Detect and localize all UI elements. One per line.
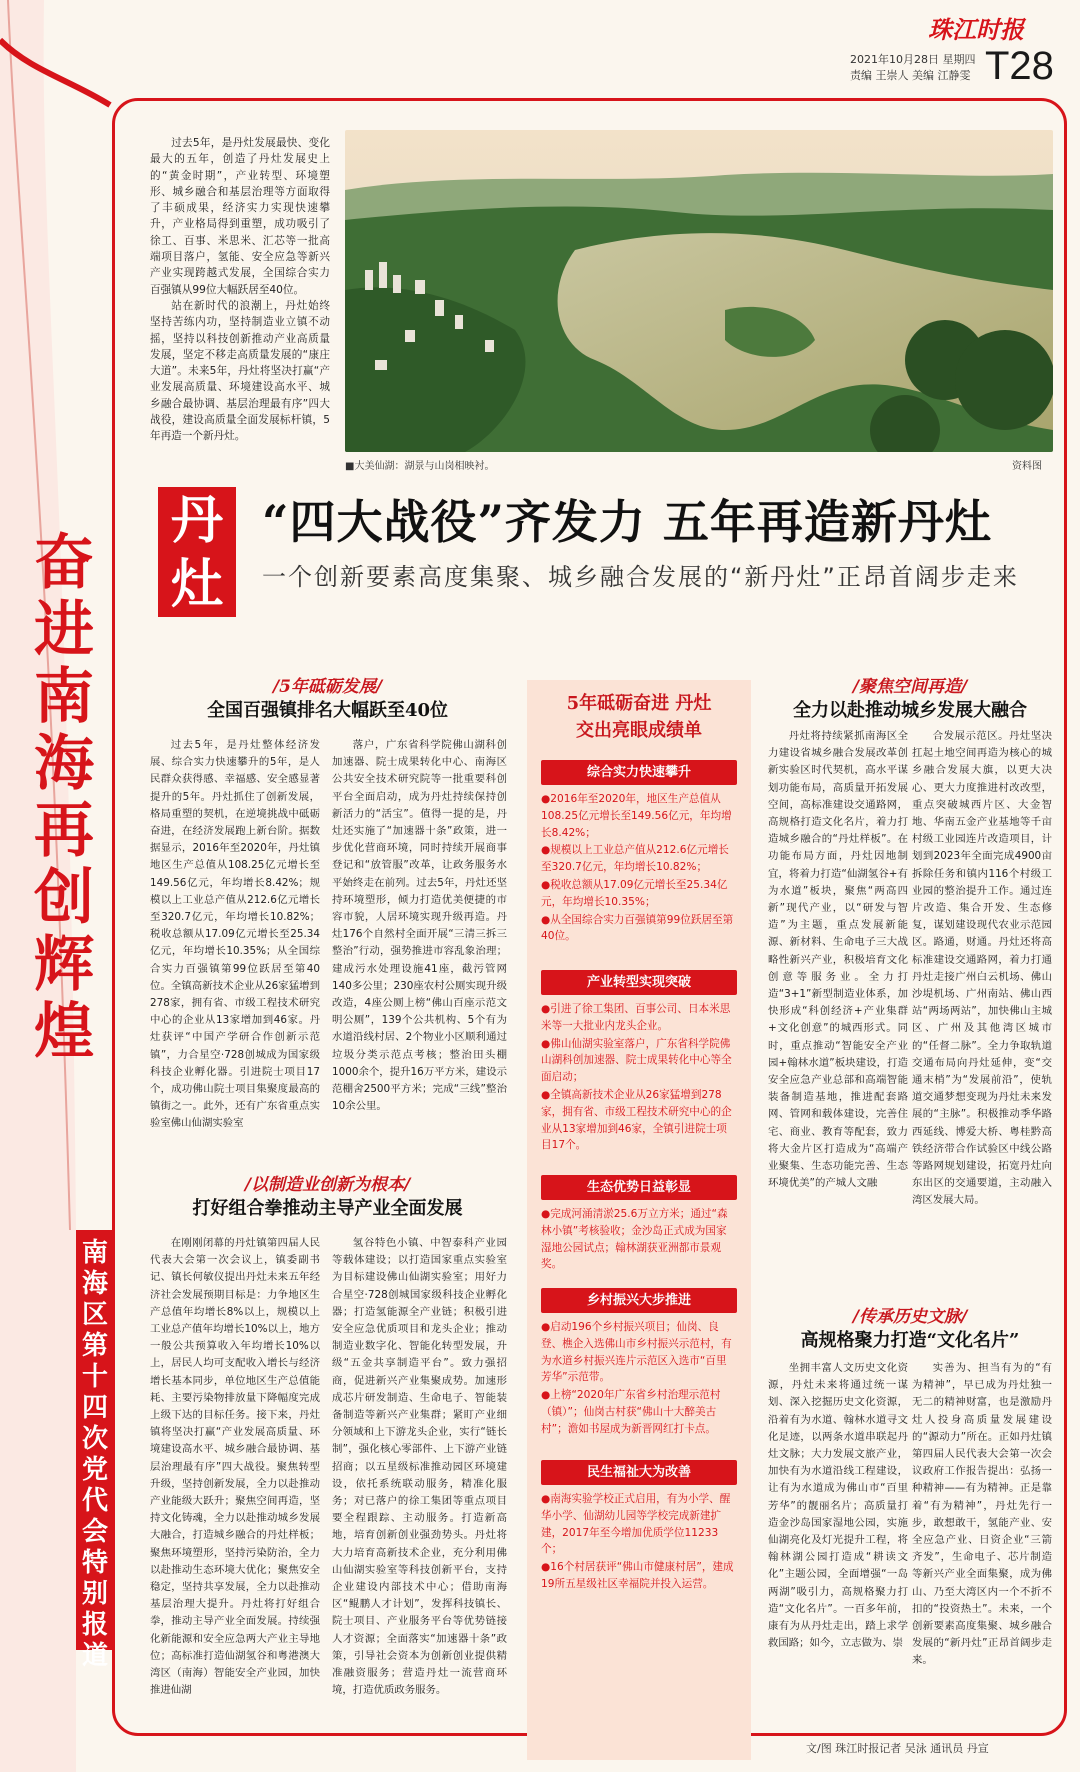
byline: 文/图 珠江时报记者 吴泳 通讯员 丹宣 xyxy=(806,1742,989,1755)
achievements-title: 5年砥砺奋进 丹灶交出亮眼成绩单 xyxy=(566,693,712,741)
section-title: 打好组合拳推动主导产业全面发展 xyxy=(192,1198,463,1219)
article-paragraph: 过去5年，是丹灶整体经济发展、综合实力快速攀升的5年，是人民群众获得感、幸福感、安全感显著提升的5年。丹灶抓住了创新发展，格局重塑的契机，在逆境挑战中砥砺奋进，在经济发展跑上新台阶。据数据显示，2016年至2020年，丹灶镇地区生产总值从108.25亿元增长至149.56亿元，年均增长8.42%；规模以上工业总产值从212.6亿元增长至320.7亿元，年均增长10.82%；税收总额从17.09亿元增长至25.34亿元，年均增长10.35%；从全国综合实力百强镇第99位跃居至第40位。全镇高新技术企业从26家猛增到278家，拥有省、市级工程技术研究中心的企业从13家增加到46家。丹灶获评“中国产学研合作创新示范镇”，力合星空·728创城成为国家级科技企业孵化器。引进院士项目17个，成功佛山院士项目集聚度最高的镇街之一。此外，还有广东省重点实验室佛山仙湖实验室 xyxy=(150,739,320,1130)
photo-caption: ■大美仙湖：湖景与山岗相映衬。 xyxy=(345,461,495,472)
achievement-block xyxy=(541,970,737,1161)
intro-paragraph: 站在新时代的浪潮上，丹灶始终坚持苦练内功，坚持制造业立镇不动摇，坚持以科技创新推动产业高质量发展，坚定不移走高质量发展的“康庄大道”。未来5年，丹灶将坚决打赢“产业发展高质量、环境建设高水平、城乡融合最协调、基层治理最有序”四大战役，建设高质量全面发展标杆镇，5年再造一个新丹灶。 xyxy=(150,299,330,443)
section-title: 全力以赴推动城乡发展大融合 xyxy=(793,700,1027,721)
achievements-box xyxy=(527,680,751,1760)
editors-line: 责编 王崇人 美编 江静雯 xyxy=(850,69,971,82)
article-column xyxy=(768,1360,908,1730)
lake-aerial-photo xyxy=(345,130,1053,452)
article-column xyxy=(912,728,1052,1288)
article-paragraph: 实善为、担当有为的“有为精神”，早已成为丹灶独一无二的精神财富，也是激励丹灶人投身高质量发展建设的“源动力”所在。正如丹灶镇第四届人民代表大会第一次会议政府工作报告提出：弘扬一种精神——有为精神。正是靠着“有为精神”，丹灶先行一步，敢想敢干，氢能产业、安全应急产业、日资企业“三箭齐发”，生命电子、芯片制造等新兴产业全面集聚，成为佛山、乃至大湾区内一个不折不扣的“投资热土”。未来，一个创新要素高度集聚、城乡融合发展的“新丹灶”正昂首阔步走来。 xyxy=(912,1362,1052,1667)
section-kicker: /传承历史文脉/ xyxy=(852,1307,968,1327)
date-line: 2021年10月28日 星期四 xyxy=(850,53,976,66)
achievement-items xyxy=(541,1001,737,1161)
achievement-block xyxy=(541,1288,737,1469)
achievement-bar: 综合实力快速攀升 xyxy=(541,760,737,785)
article-paragraph: 在刚刚闭幕的丹灶镇第四届人民代表大会第一次会议上，镇委副书记、镇长何敏仪提出丹灶未来五年经济社会发展预期目标是：力争地区生产总值年均增长8%以上，规模以上工业总产值年均增长10%以上，地方一般公共预算收入年均增长10%以上，居民人均可支配收入增长与经济增长基本同步，单位地区生产总值能耗、主要污染物排放量下降幅度完成上级下达的目标任务。接下来，丹灶镇将坚决打赢“产业发展高质量、环境建设高水平、城乡融合最协调、基层治理最有序”四大战役。聚焦转型升级，坚持创新发展，全力以赴推动产业能级大跃升；聚焦空间再造，坚持文化铸魂，全力以赴推动城乡发展大融合，打造城乡融合的丹灶样板；聚焦环境塑形，坚持污染防治，全力以赴推动生态环境大优化；聚焦安全稳定，坚持共享发展，全力以赴推动基层治理大提升。丹灶将打好组合拳，推动主导产业全面发展。持续强化新能源和安全应急两大产业主导地位；高标准打造仙湖氢谷和粤港澳大湾区（南海）智能安全产业园，加快推进仙湖 xyxy=(150,1237,320,1697)
article-column xyxy=(912,1360,1052,1730)
achievement-item: ●规模以上工业总产值从212.6亿元增长至320.7亿元，年均增长10.82%； xyxy=(541,844,729,874)
article-column xyxy=(332,737,507,1153)
achievement-bar: 民生福祉大为改善 xyxy=(541,1460,737,1485)
special-report-banner: 南海区第十四次党代会特别报道 xyxy=(76,1230,114,1650)
achievement-items xyxy=(541,1206,737,1286)
section-title: 高规格聚力打造“文化名片” xyxy=(800,1330,1020,1351)
achievement-block xyxy=(541,760,737,951)
article-paragraph: 合发展示范区。丹灶坚决扛起土地空间再造为核心的城乡融合发展大旗，以更大决心、更大力度推进村改改型，重点突破城西片区、大金智地、华南五金产业基地等千亩村级工业园连片改造项目，计划到2023年全面完成4900亩拆除任务和镇内116个村级工业园的整治提升工作。通过连片改造、集合开发、生态修复，谋划建设现代农业示范园区。路通，财通。丹灶还将高标准建设交通路网，着力打通丹灶走接广州白云机场、佛山沙堤机场、广州南站、佛山西站“两场两站”，加快佛山主城区、广州及其他湾区城市的“任督二脉”。全力争取轨道交通布局向丹灶延伸，变“交通末梢”为“发展前沿”，使轨道交通梦想变现为丹灶未来发展的“主脉”。积极推动季华路西延线、博爱大桥、粤桂黔高铁经济带合作试验区中线公路等路网规划建设，拓宽丹灶向东出区的交通要道，主动融入湾区发展大局。 xyxy=(912,730,1052,1207)
newspaper-brand: 珠江时报 xyxy=(928,15,1024,44)
slogan-calligraphy: 奋进南海 再创辉煌 xyxy=(34,528,94,1067)
article-column xyxy=(150,737,320,1153)
achievement-items xyxy=(541,791,737,951)
article-column xyxy=(150,1235,320,1727)
page-number: T28 xyxy=(985,44,1054,88)
article-paragraph: 落户，广东省科学院佛山湖科创加速器、院士成果转化中心、南海区公共安全技术研究院等一批重要科创平台全面启动，成为丹灶持续保持创新活力的“活宝”。值得一提的是，丹灶还实施了“加速器十条”政策，进一步优化营商环境，同时持续开展商事登记和“放管服”改革，让政务服务水平始终走在前列。过去5年，丹灶还坚持环境塑形，倾力打造优美便捷的市容市貌，人居环境实现升级再造。丹灶176个自然村全面开展“三清三拆三整治”行动，强势推进市容乱象治理；建成污水处理设施41座，截污管网140多公里；230座农村公厕实现升级改造，4座公厕上榜“佛山百座示范文明公厕”，139个公共机构、5个有为水道沿线村居、2个物业小区顺利通过垃圾分类示范点考核；整治田头棚1000余个，提升16万平方米，建设示范棚舍2500平方米；完成“三线”整治10余公里。 xyxy=(332,739,507,1113)
achievement-bar: 乡村振兴大步推进 xyxy=(541,1288,737,1313)
article-column xyxy=(768,728,908,1288)
intro-text xyxy=(150,135,330,445)
article-column xyxy=(332,1235,507,1727)
achievement-bar: 产业转型实现突破 xyxy=(541,970,737,995)
article-paragraph: 坐拥丰富人文历史文化资源，丹灶未来将通过统一谋划、深入挖掘历史文化资源，沿着有为水道、翰林水道寻文化足迹，以两条水道串联起丹灶文脉；大力发展文旅产业，加快有为水道沿线工程建设，让有为水道成为佛山市“百里芳华”的靓丽名片；高质量打造金沙岛国家湿地公园，实施仙湖亮化及灯光提升工程，将翰林湖公园打造成“耕读文化”主题公园，全面增强“一岛两湖”吸引力，高规格聚力打造“文化名片”。一百多年前，康有为从丹灶走出，踏上求学救国路；如今，立志做为、崇 xyxy=(768,1362,908,1650)
achievement-item: ●佛山仙湖实验室落户，广东省科学院佛山湖科创加速器、院士成果转化中心等全面启动； xyxy=(541,1037,732,1084)
achievement-bar: 生态优势日益彰显 xyxy=(541,1175,737,1200)
photo-credit: 资料图 xyxy=(1012,461,1042,472)
achievement-item: ●上榜“2020年广东省乡村治理示范村（镇）”；仙岗古村获“佛山十大醉美古村”；澹如书屋成为新晋网红打卡点。 xyxy=(541,1389,721,1435)
article-paragraph: 丹灶将持续紧抓南海区全力建设省城乡融合发展改革创新实验区时代契机，高水平谋划功能布局，高质量开拓发展空间，高标准建设交通路网，高规格打造文化名片，着力打造城乡融合的“丹灶样板”。在功能布局方面，丹灶因地制宜，将着力打造“仙湖氢谷+有为水道”板块，聚焦“两高四新”现代产业，以“研发与智造”为主题，重点发展新能源、新材料、生命电子三大战略性新兴产业，积极培育文化创意等服务业。全力打造“3+1”新型制造业体系，加快形成“科创经济+产业集群+文化创意”的城西形式。同时，重点推动“智能安全产业园+翰林水道”板块建设，打造安全应急产业总部和高端智能装备制造基地，推进配套路网、管网和载体建设，完善住宅、商业、教育等配套，致力将大金片区打造成为“高端产业聚集、生态功能完善、生态环境优美”的产城人文融 xyxy=(768,730,908,1190)
intro-paragraph: 过去5年，是丹灶发展最快、变化最大的五年，创造了丹灶发展史上的“黄金时期”，产业转型、环境塑形、城乡融合和基层治理等方面取得了丰硕成果，经济实力实现快速攀升，产业格局得到重塑，成功吸引了徐工、百事、米思米、汇芯等一批高端项目落户，氢能、安全应急等新兴产业实现跨越式发展，全国综合实力百强镇从99位大幅跃居至40位。 xyxy=(150,137,330,296)
section-kicker: /以制造业创新为根本/ xyxy=(244,1175,411,1195)
section-kicker: /聚焦空间再造/ xyxy=(852,677,968,697)
achievement-item: ●2016年至2020年，地区生产总值从108.25亿元增长至149.56亿元，年均增长8.42%； xyxy=(541,793,732,839)
achievement-item: ●全镇高新技术企业从26家猛增到278家，拥有省、市级工程技术研究中心的企业从13家增加到46家，全镇引进院士项目17个。 xyxy=(541,1088,732,1152)
town-badge: 丹灶 xyxy=(158,487,236,617)
section-title: 全国百强镇排名大幅跃至40位 xyxy=(206,700,449,721)
achievement-block xyxy=(541,1175,737,1286)
achievement-item: ●南海实验学校正式启用，有为小学、醒华小学、仙湖幼儿园等学校完成新建扩建，2017年至今增加优质学位11233个； xyxy=(541,1493,731,1556)
achievement-items xyxy=(541,1319,737,1469)
achievement-item: ●启动196个乡村振兴项目；仙岗、良登、樵企入选佛山市乡村振兴示范村，有为水道乡村振兴连片示范区入选市“百里芳华”示范带。 xyxy=(541,1321,732,1384)
section-kicker: /5年砥砺发展/ xyxy=(272,677,383,697)
achievement-item: ●从全国综合实力百强镇第99位跃居至第40位。 xyxy=(541,913,734,943)
main-headline: “四大战役”齐发力 五年再造新丹灶 xyxy=(262,495,992,549)
achievement-item: ●引进了徐工集团、百事公司、日本米思米等一大批业内龙头企业。 xyxy=(541,1003,731,1032)
achievement-items xyxy=(541,1491,737,1641)
sub-headline: 一个创新要素高度集聚、城乡融合发展的“新丹灶”正昂首阔步走来 xyxy=(262,563,1019,591)
achievement-block xyxy=(541,1460,737,1641)
achievement-item: ●完成河涌清淤25.6万立方米；通过“森林小镇”考核验收；金沙岛正式成为国家湿地公园试点；翰林湖获亚洲都市景观奖。 xyxy=(541,1208,728,1271)
achievement-item: ●税收总额从17.09亿元增长至25.34亿元，年均增长10.35%； xyxy=(541,878,728,908)
article-paragraph: 氢谷特色小镇、中智泰科产业园等载体建设；以打造国家重点实验室为目标建设佛山仙湖实验室；用好力合星空·728创城国家级科技企业孵化器；打造氢能源全产业链；积极引进安全应急优质项目和龙头企业；推动制造业数字化、智能化转型发展，升级“五金共享制造平台”。致力强招商，促进新兴产业集聚成势。加速形成芯片研发制造、生命电子、智能装备制造等新兴产业集群；紧盯产业细分领域和上下游龙头企业，实行“链长制”，强化核心零部件、上下游产业链招商；以五星级标准推动园区环境建设，依托系统联动服务，精准化服务；对已落户的徐工集团等重点项目要全程跟踪、主动服务。打造新高地，培育创新创业强劲势头。丹灶将大力培育高新技术企业，充分利用佛山仙湖实验室等科技创新平台，支持企业建设内部技术中心；借助南海区“鲲鹏人才计划”，发挥科技镇长、院士项目、产业服务平台等优势链接人才资源；全面落实“加速器十条”政策，引导社会资本为创新创业提供精准融资服务；营造丹灶一流营商环境，打造优质政务服务。 xyxy=(332,1237,507,1697)
achievement-item: ●16个村居获评“佛山市健康村居”，建成19所五星级社区幸福院并投入运营。 xyxy=(541,1561,734,1590)
